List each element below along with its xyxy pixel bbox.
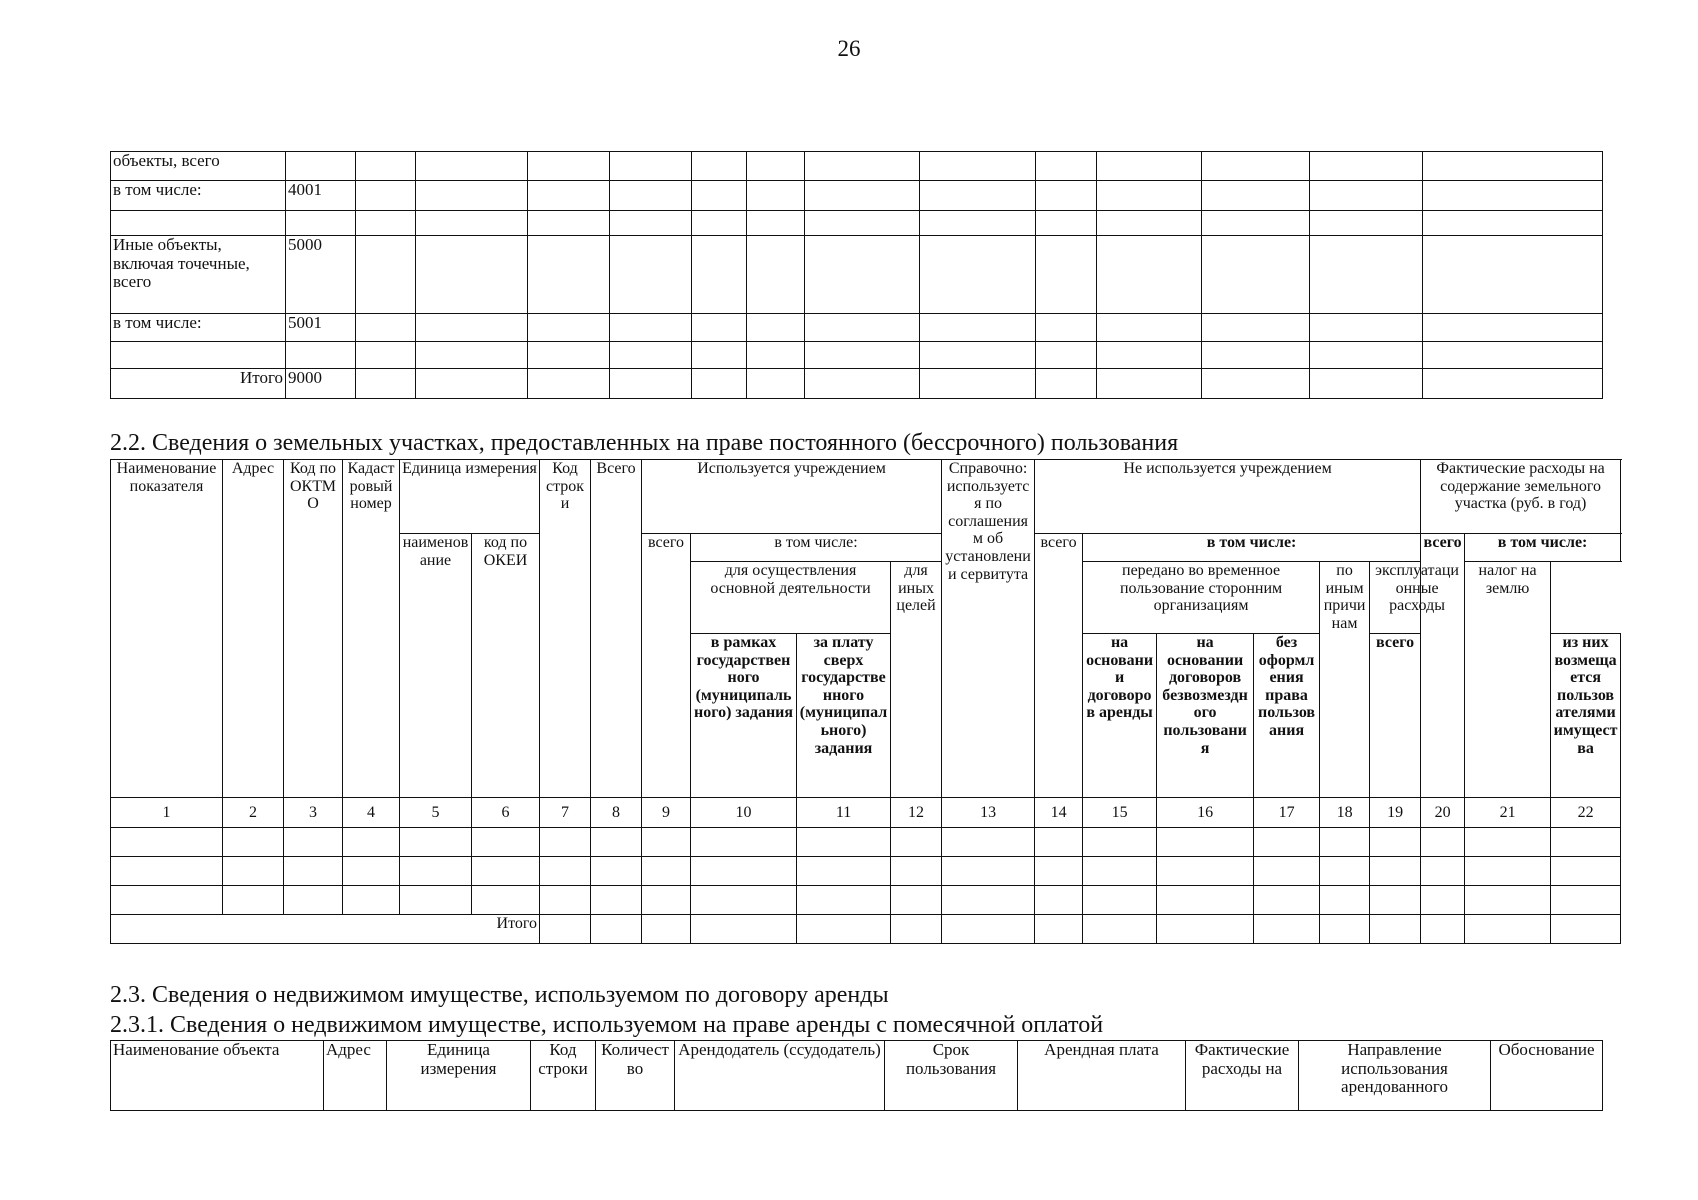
- land-plots-table: [110, 459, 1621, 944]
- col-number: 20: [1421, 798, 1465, 828]
- table-row: [111, 181, 1603, 211]
- col-number: 12: [891, 798, 942, 828]
- col-number: 3: [284, 798, 343, 828]
- table-row: [111, 314, 1603, 342]
- table-row: [111, 857, 1621, 886]
- table-row: [111, 828, 1621, 857]
- table-row: [111, 342, 1603, 369]
- header-main-activity: для осуществления основной деятельности: [691, 562, 891, 634]
- col-number: 22: [1551, 798, 1621, 828]
- header-actual-expenses: Фактические расходы на: [1186, 1041, 1299, 1111]
- header-unit: Единица измерения: [387, 1041, 531, 1111]
- col-number: 9: [642, 798, 691, 828]
- section-2-2-title: 2.2. Сведения о земельных участках, предоставленных на праве постоянного (бессрочного) пользования: [110, 430, 1179, 456]
- header-oktmo: Код по ОКТМО: [284, 460, 343, 798]
- table-row: [111, 152, 1603, 181]
- col-number: 6: [472, 798, 540, 828]
- col-number: 21: [1465, 798, 1551, 828]
- header-unit: Единица измерения: [400, 460, 540, 534]
- page-number: 26: [837, 36, 861, 61]
- header-not-used-total: всего: [1035, 534, 1083, 798]
- header-term: Срок пользования: [885, 1041, 1018, 1111]
- header-operating: эксплуатационные расходы: [1370, 562, 1465, 634]
- header-op-total: всего: [1370, 634, 1421, 798]
- row-label: в том числе:: [111, 181, 286, 211]
- header-row-code: Код строки: [540, 460, 591, 798]
- header-used-total: всего: [642, 534, 691, 798]
- objects-table: [110, 151, 1603, 399]
- col-number: 16: [1157, 798, 1254, 828]
- header-other-purposes: для иных целей: [891, 562, 942, 798]
- table-row: [111, 886, 1621, 915]
- col-number: 13: [942, 798, 1035, 828]
- header-rent: Арендная плата: [1018, 1041, 1186, 1111]
- header-expenses: Фактические расходы на содержание земельного участка (руб. в год): [1421, 460, 1621, 534]
- row-code: [286, 211, 356, 236]
- col-number: 15: [1083, 798, 1157, 828]
- header-other-reasons: по иным причинам: [1320, 562, 1370, 798]
- header-used-incl: в том числе:: [691, 534, 942, 562]
- header-land-tax: налог на землю: [1465, 562, 1551, 798]
- col-number: 2: [223, 798, 284, 828]
- col-number: 10: [691, 798, 797, 828]
- row-label: [111, 211, 286, 236]
- header-state-task: в рамках государственного (муниципального) задания: [691, 634, 797, 798]
- col-number: 4: [343, 798, 400, 828]
- header-free-use: на основании договоров безвозмездного пользования: [1157, 634, 1254, 798]
- row-label: Иные объекты, включая точечные, всего: [111, 236, 286, 314]
- header-not-used: Не используется учреждением: [1035, 460, 1421, 534]
- section-2-3-1-title: 2.3.1. Сведения о недвижимом имуществе, используемом на праве аренды с помесячной оплатой: [110, 1012, 1104, 1038]
- col-number: 14: [1035, 798, 1083, 828]
- col-number: 8: [591, 798, 642, 828]
- header-reference: Справочно: используется по соглашениям об установлении сервитута: [942, 460, 1035, 798]
- row-code: 4001: [286, 181, 356, 211]
- header-exp-incl: в том числе:: [1465, 534, 1621, 562]
- header-reimbursed: из них возмещается пользователями имущества: [1551, 634, 1621, 798]
- table-row: [111, 369, 1603, 399]
- header-object-name: Наименование объекта: [111, 1041, 324, 1111]
- header-lessor: Арендодатель (ссудодатель): [675, 1041, 885, 1111]
- total-label: Итого: [111, 915, 540, 944]
- header-address: Адрес: [324, 1041, 387, 1111]
- header-usage-direction: Направление использования арендованного: [1299, 1041, 1491, 1111]
- row-code: 5001: [286, 314, 356, 342]
- col-number: 18: [1320, 798, 1370, 828]
- header-unit-okei: код по ОКЕИ: [472, 534, 540, 798]
- header-justification: Обоснование: [1491, 1041, 1603, 1111]
- header-exp-total: всего: [1421, 534, 1465, 798]
- total-label: Итого: [111, 369, 286, 399]
- col-number: 11: [797, 798, 891, 828]
- header-over-task: за плату сверх государственного (муниципального) задания: [797, 634, 891, 798]
- header-quantity: Количество: [596, 1041, 675, 1111]
- header-row-code: Код строки: [531, 1041, 596, 1111]
- row-code: 5000: [286, 236, 356, 314]
- header-address: Адрес: [223, 460, 284, 798]
- header-temp-use: передано во временное пользование сторонним организациям: [1083, 562, 1320, 634]
- total-row: [111, 915, 1621, 944]
- lease-table: [110, 1040, 1603, 1111]
- header-row: [111, 1041, 1603, 1111]
- header-name: Наименование показателя: [111, 460, 223, 798]
- header-total: Всего: [591, 460, 642, 798]
- table-row: [111, 211, 1603, 236]
- header-lease: на основании договоров аренды: [1083, 634, 1157, 798]
- total-code: 9000: [286, 369, 356, 399]
- row-code: [286, 152, 356, 181]
- table-row: [111, 236, 1603, 314]
- row-label: объекты, всего: [111, 152, 286, 181]
- header-not-used-incl: в том числе:: [1083, 534, 1421, 562]
- header-unit-name: наименование: [400, 534, 472, 798]
- column-numbers-row: [111, 798, 1621, 828]
- col-number: 1: [111, 798, 223, 828]
- col-number: 7: [540, 798, 591, 828]
- header-used: Используется учреждением: [642, 460, 942, 534]
- row-label: [111, 342, 286, 369]
- row-code: [286, 342, 356, 369]
- header-cadastral: Кадастровый номер: [343, 460, 400, 798]
- row-label: в том числе:: [111, 314, 286, 342]
- col-number: 17: [1254, 798, 1320, 828]
- col-number: 5: [400, 798, 472, 828]
- header-no-rights: без оформления права пользования: [1254, 634, 1320, 798]
- col-number: 19: [1370, 798, 1421, 828]
- section-2-3-title: 2.3. Сведения о недвижимом имуществе, используемом по договору аренды: [110, 982, 889, 1008]
